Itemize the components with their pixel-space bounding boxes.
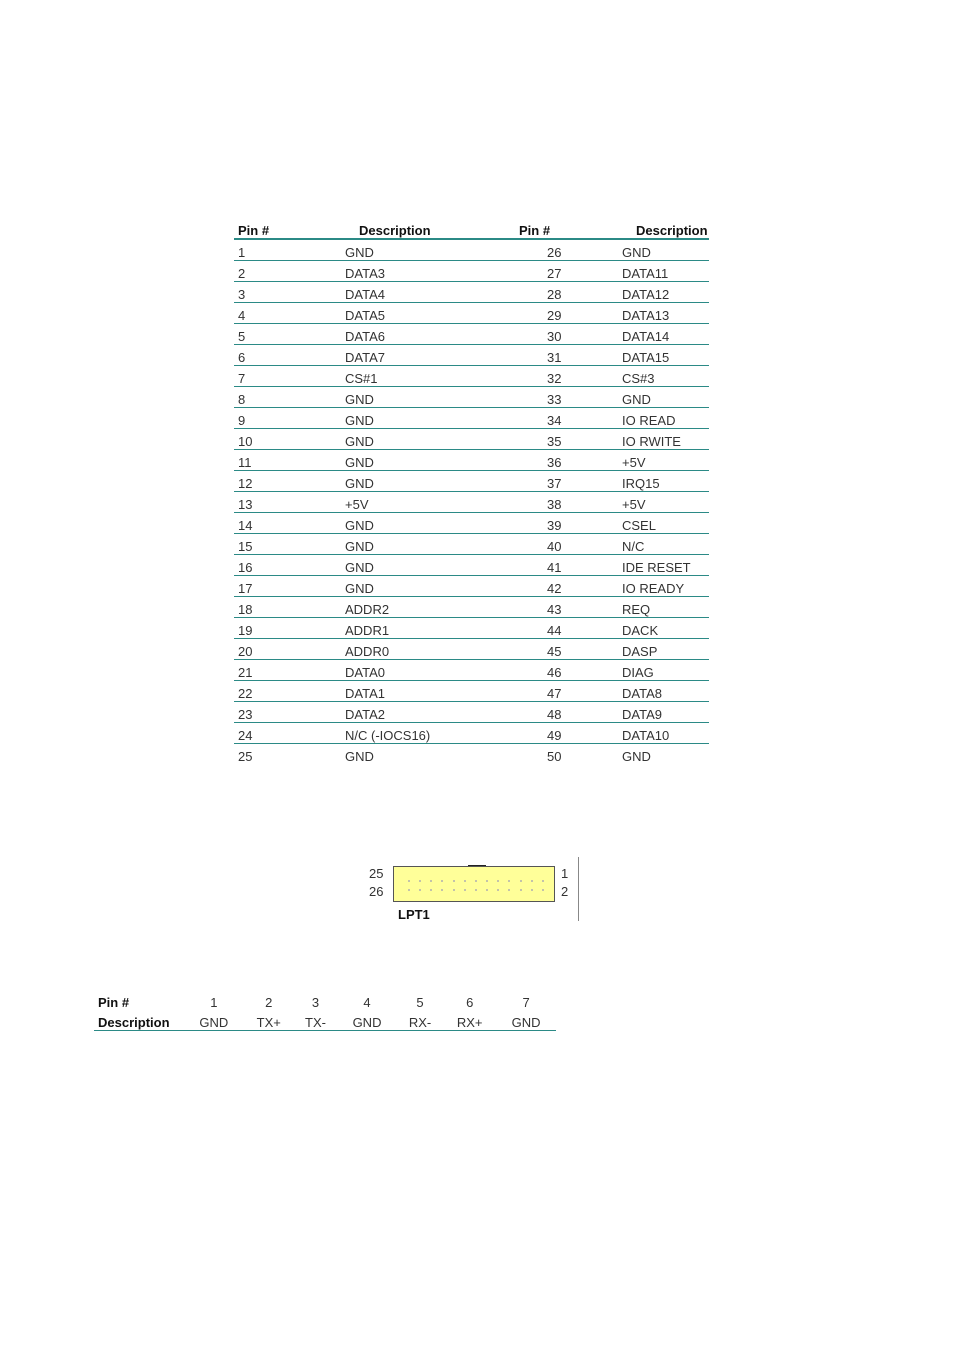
pin-number: 12 bbox=[234, 471, 345, 492]
pin-number: 42 bbox=[519, 576, 622, 597]
table-row bbox=[234, 492, 709, 513]
connector-pin-1-label: 1 bbox=[561, 866, 569, 881]
connector-pin bbox=[520, 889, 522, 891]
connector-pin bbox=[453, 889, 455, 891]
table-row bbox=[234, 576, 709, 597]
pin-number: 50 bbox=[547, 749, 562, 764]
lan-pin-description: RX+ bbox=[443, 1010, 496, 1031]
lan-pin-number: 5 bbox=[416, 995, 424, 1010]
pin-description: GND bbox=[345, 387, 519, 408]
lan-pin-number: 2 bbox=[265, 995, 273, 1010]
pin-description: DATA3 bbox=[345, 261, 519, 282]
pin-number: 36 bbox=[519, 450, 622, 471]
pin-description: REQ bbox=[622, 597, 709, 618]
pin-description: DACK bbox=[622, 618, 709, 639]
pin-description: DATA15 bbox=[622, 345, 709, 366]
pin-description: N/C (-IOCS16) bbox=[345, 723, 519, 744]
connector-pin-2-label: 2 bbox=[561, 884, 569, 899]
pin-number: 23 bbox=[234, 702, 345, 723]
pin-description: DATA5 bbox=[345, 303, 519, 324]
pin-number: 26 bbox=[519, 239, 622, 261]
connector-pin bbox=[531, 889, 533, 891]
pin-number: 29 bbox=[519, 303, 622, 324]
lan-pin-number: 4 bbox=[363, 995, 371, 1010]
pin-description: IO READY bbox=[622, 576, 709, 597]
pin-description: DATA10 bbox=[622, 723, 709, 744]
connector-pin bbox=[475, 880, 477, 882]
pin-number: 35 bbox=[519, 429, 622, 450]
connector-pins bbox=[408, 876, 544, 894]
pin-number: 4 bbox=[234, 303, 345, 324]
connector-pin-26-label: 26 bbox=[369, 884, 384, 899]
pin-description: DATA2 bbox=[345, 702, 519, 723]
pin-number: 11 bbox=[234, 450, 345, 471]
connector-pin bbox=[508, 889, 510, 891]
lan-pin-header: Pin # bbox=[98, 995, 130, 1010]
table-row bbox=[234, 366, 709, 387]
pin-number: 14 bbox=[234, 513, 345, 534]
connector-pin bbox=[441, 880, 443, 882]
pin-number: 3 bbox=[234, 282, 345, 303]
pin-description: IO RWITE bbox=[622, 429, 709, 450]
pin-number: 46 bbox=[519, 660, 622, 681]
pin-number: 32 bbox=[519, 366, 622, 387]
table-row bbox=[234, 723, 709, 744]
table-row bbox=[234, 681, 709, 702]
connector-pin bbox=[464, 880, 466, 882]
pin-number: 30 bbox=[519, 324, 622, 345]
pin-description: DATA0 bbox=[345, 660, 519, 681]
pin-description: IRQ15 bbox=[622, 471, 709, 492]
pin-description: GND bbox=[345, 471, 519, 492]
table-row bbox=[234, 555, 709, 576]
table-row bbox=[234, 239, 709, 261]
pin-number: 28 bbox=[519, 282, 622, 303]
pin-number: 47 bbox=[519, 681, 622, 702]
connector-pin bbox=[475, 889, 477, 891]
pin-number: 40 bbox=[519, 534, 622, 555]
table-row bbox=[234, 513, 709, 534]
pin-description: DATA8 bbox=[622, 681, 709, 702]
connector-pin bbox=[497, 880, 499, 882]
pin-number: 27 bbox=[519, 261, 622, 282]
pin-number: 8 bbox=[234, 387, 345, 408]
connector-pin bbox=[419, 889, 421, 891]
connector-pin bbox=[453, 880, 455, 882]
pin-number: 33 bbox=[519, 387, 622, 408]
lan-pin-description: GND bbox=[184, 1010, 244, 1031]
pin-description: CSEL bbox=[622, 513, 709, 534]
connector-pin bbox=[531, 880, 533, 882]
pin-description: GND bbox=[345, 513, 519, 534]
pin-number: 20 bbox=[234, 639, 345, 660]
header-description-1: Description bbox=[345, 219, 519, 239]
pin-number: 22 bbox=[234, 681, 345, 702]
pin-number: 41 bbox=[519, 555, 622, 576]
pin-number: 5 bbox=[234, 324, 345, 345]
pin-description: ADDR1 bbox=[345, 618, 519, 639]
pin-description: GND bbox=[622, 239, 709, 261]
pin-description: GND bbox=[345, 429, 519, 450]
pin-number: 15 bbox=[234, 534, 345, 555]
pin-description: DATA12 bbox=[622, 282, 709, 303]
pin-description: DATA6 bbox=[345, 324, 519, 345]
lan-pin-description: TX+ bbox=[244, 1010, 294, 1031]
table-row bbox=[234, 597, 709, 618]
pin-number: 21 bbox=[234, 660, 345, 681]
lan-pin-number: 3 bbox=[311, 995, 320, 1010]
table-row bbox=[234, 744, 709, 765]
pin-description: ADDR0 bbox=[345, 639, 519, 660]
connector-pin bbox=[508, 880, 510, 882]
table-row bbox=[234, 618, 709, 639]
connector-pin bbox=[497, 889, 499, 891]
connector-pin bbox=[430, 880, 432, 882]
pin-number: 17 bbox=[234, 576, 345, 597]
pin-description: GND bbox=[622, 387, 709, 408]
table-row bbox=[234, 639, 709, 660]
table-row bbox=[234, 408, 709, 429]
lan-pin-description: GND bbox=[496, 1010, 556, 1031]
connector-pin-row bbox=[408, 885, 544, 894]
pin-number: 7 bbox=[234, 366, 345, 387]
connector-pin bbox=[464, 889, 466, 891]
lan-description-header: Description bbox=[94, 1010, 184, 1031]
pin-number: 6 bbox=[234, 345, 345, 366]
pin-description: DATA11 bbox=[622, 261, 709, 282]
table-row bbox=[234, 471, 709, 492]
table-row bbox=[234, 303, 709, 324]
table-row bbox=[234, 261, 709, 282]
lan-pin-description: GND bbox=[337, 1010, 397, 1031]
pin-description: DATA1 bbox=[345, 681, 519, 702]
table-row bbox=[234, 660, 709, 681]
pin-description: DATA9 bbox=[622, 702, 709, 723]
pin-number: 31 bbox=[519, 345, 622, 366]
pin-description: DIAG bbox=[622, 660, 709, 681]
pin-description: DATA7 bbox=[345, 345, 519, 366]
connector-pin bbox=[486, 889, 488, 891]
pin-description: IDE RESET bbox=[622, 555, 709, 576]
pin-description: GND bbox=[345, 555, 519, 576]
table-row bbox=[234, 702, 709, 723]
pin-number: 9 bbox=[234, 408, 345, 429]
pin-description: DATA13 bbox=[622, 303, 709, 324]
pin-number: 10 bbox=[234, 429, 345, 450]
pin-description: +5V bbox=[622, 492, 709, 513]
pin-number: 18 bbox=[234, 597, 345, 618]
pin-description: +5V bbox=[345, 492, 519, 513]
header-description-2: Description bbox=[622, 219, 709, 239]
pin-description: GND bbox=[345, 408, 519, 429]
ide-pin-table bbox=[234, 219, 709, 764]
connector-pin bbox=[430, 889, 432, 891]
pin-description: IO READ bbox=[622, 408, 709, 429]
lan-pin-table bbox=[94, 990, 556, 1031]
connector-pin bbox=[408, 880, 410, 882]
connector-pin-row bbox=[408, 876, 544, 885]
connector-pin bbox=[419, 880, 421, 882]
table-row bbox=[234, 345, 709, 366]
pin-description: GND bbox=[345, 450, 519, 471]
pin-description: +5V bbox=[622, 450, 709, 471]
connector-pin bbox=[542, 880, 544, 882]
lan-pin-number: 1 bbox=[210, 995, 218, 1010]
lan-pin-description: TX- bbox=[294, 1010, 337, 1031]
connector-pin bbox=[542, 889, 544, 891]
pin-number: 34 bbox=[519, 408, 622, 429]
table-row bbox=[234, 324, 709, 345]
lan-pin-row bbox=[94, 990, 556, 1010]
connector-pin bbox=[408, 889, 410, 891]
pin-number: 13 bbox=[234, 492, 345, 513]
connector-pin bbox=[486, 880, 488, 882]
connector-pin-25-label: 25 bbox=[369, 866, 384, 881]
pin-description: CS#3 bbox=[622, 366, 709, 387]
pin-description: ADDR2 bbox=[345, 597, 519, 618]
pin-number: 49 bbox=[519, 723, 622, 744]
pin-description: DASP bbox=[622, 639, 709, 660]
connector-pin bbox=[441, 889, 443, 891]
lan-pin-number: 6 bbox=[466, 995, 474, 1010]
pin-number: 25 bbox=[238, 749, 253, 764]
pin-number: 39 bbox=[519, 513, 622, 534]
table-row bbox=[234, 450, 709, 471]
table-row bbox=[234, 387, 709, 408]
pin-number: 38 bbox=[519, 492, 622, 513]
table-row bbox=[234, 429, 709, 450]
pin-number: 43 bbox=[519, 597, 622, 618]
pin-description: GND bbox=[345, 534, 519, 555]
pin-description: DATA14 bbox=[622, 324, 709, 345]
pin-description: GND bbox=[345, 749, 374, 764]
pin-description: CS#1 bbox=[345, 366, 519, 387]
pin-number: 16 bbox=[234, 555, 345, 576]
table-row bbox=[234, 282, 709, 303]
lan-pin-number: 7 bbox=[522, 995, 530, 1010]
lan-pin-description: RX- bbox=[397, 1010, 443, 1031]
connector-pin bbox=[520, 880, 522, 882]
pin-number: 45 bbox=[519, 639, 622, 660]
pin-description: DATA4 bbox=[345, 282, 519, 303]
pin-number: 44 bbox=[519, 618, 622, 639]
pin-number: 19 bbox=[234, 618, 345, 639]
header-pin-2: Pin # bbox=[519, 219, 622, 239]
connector-name: LPT1 bbox=[398, 907, 430, 922]
table-header-row bbox=[234, 219, 709, 239]
lan-description-row bbox=[94, 1010, 556, 1031]
pin-description: N/C bbox=[622, 534, 709, 555]
pin-number: 48 bbox=[519, 702, 622, 723]
pin-number: 1 bbox=[234, 239, 345, 261]
pin-description: GND bbox=[622, 749, 651, 764]
divider-line bbox=[578, 857, 579, 921]
pin-number: 37 bbox=[519, 471, 622, 492]
ide-table-body bbox=[234, 239, 709, 764]
pin-number: 2 bbox=[234, 261, 345, 282]
pin-description: GND bbox=[345, 576, 519, 597]
pin-description: GND bbox=[345, 239, 519, 261]
table-row bbox=[234, 534, 709, 555]
header-pin-1: Pin # bbox=[234, 219, 345, 239]
pin-number: 24 bbox=[234, 723, 345, 744]
